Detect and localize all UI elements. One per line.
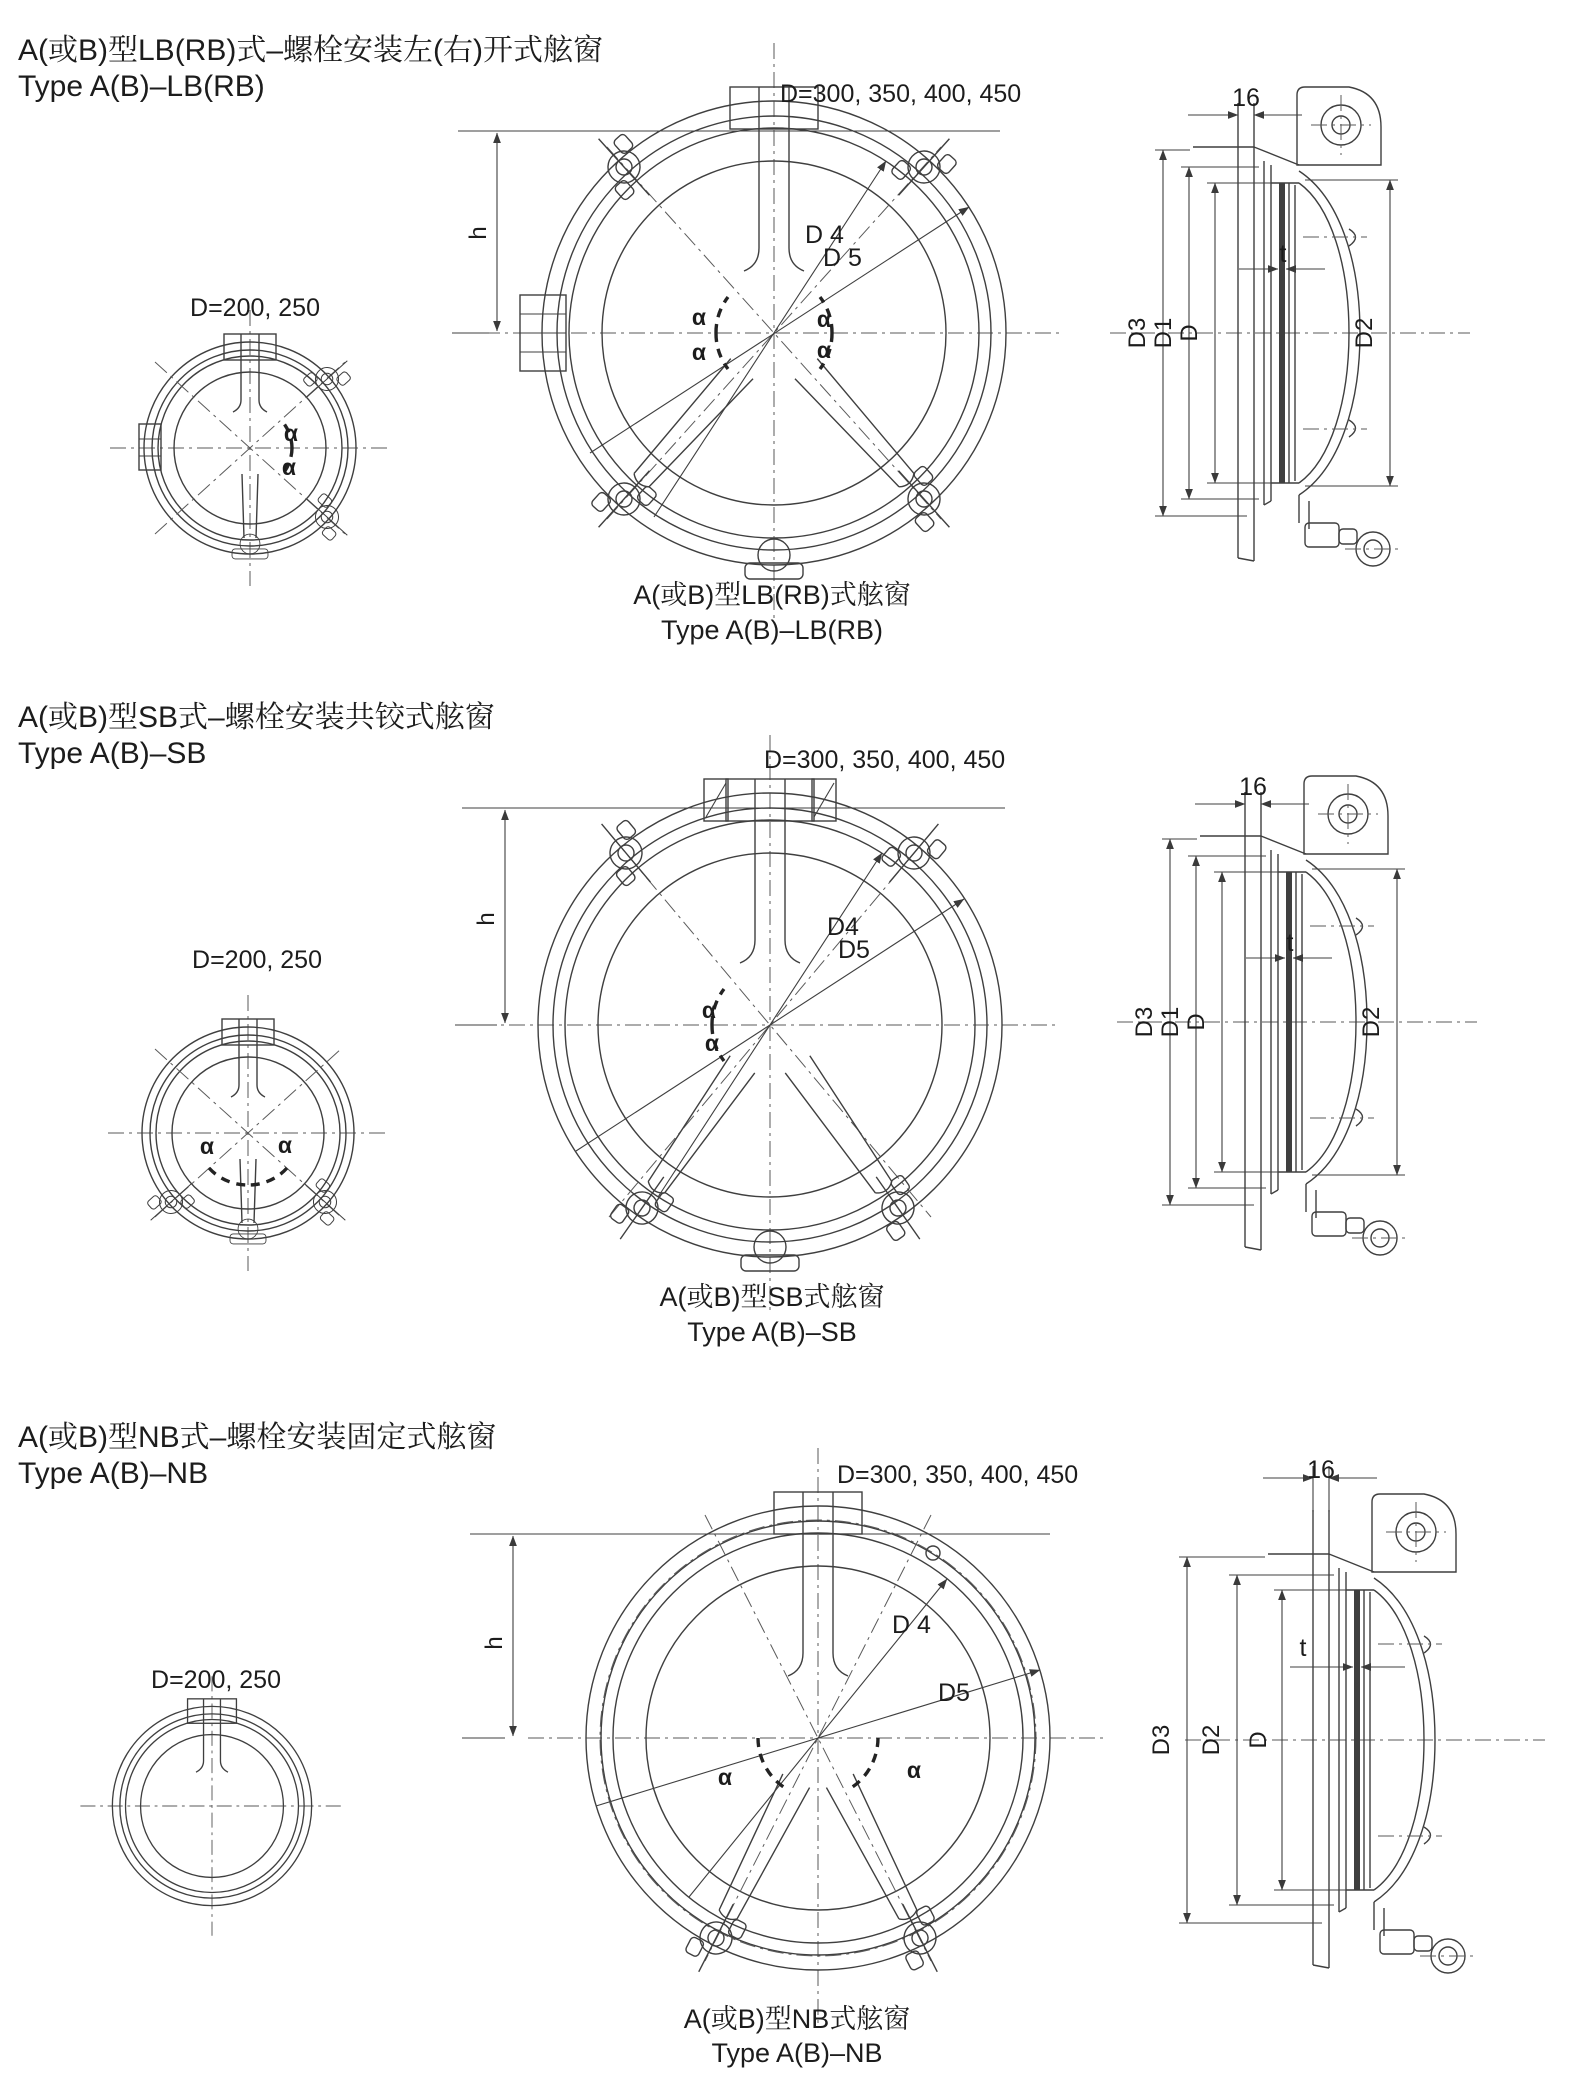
- figure-caption-zh: A(或B)型NB式舷窗: [683, 2004, 911, 2034]
- large-diameter-label: D=300, 350, 400, 450: [780, 80, 1022, 108]
- side-section-view: [1148, 1456, 1545, 1973]
- deadlight-arm: [795, 359, 920, 494]
- alpha-label: α: [717, 1764, 733, 1790]
- alpha-label: α: [691, 339, 707, 365]
- section-title-en: Type A(B)–NB: [18, 1457, 209, 1490]
- small-diameter-label: D=200, 250: [151, 1666, 281, 1694]
- alpha-label: α: [816, 337, 832, 363]
- thickness-dim-label: t: [1299, 1634, 1307, 1662]
- small-front-view: [80, 1666, 343, 1936]
- large-diameter-label: D=300, 350, 400, 450: [764, 746, 1006, 774]
- wing-bolt: [585, 810, 668, 897]
- wing-bolt: [582, 456, 666, 542]
- large-front-view: [455, 735, 1060, 1347]
- dim-label-d: D: [1183, 1013, 1210, 1031]
- dim-label-d: D: [1176, 324, 1203, 342]
- alpha-label: α: [906, 1757, 922, 1783]
- thickness-dim-label: t: [1279, 240, 1287, 268]
- thickness-dim-label: t: [1286, 929, 1294, 957]
- figure-caption-zh: A(或B)型SB式舷窗: [659, 1282, 885, 1312]
- figure-caption-en: Type A(B)–SB: [687, 1317, 857, 1347]
- small-diameter-label: D=200, 250: [190, 294, 320, 322]
- d5-dim-label: D 5: [823, 244, 862, 272]
- d4-leader-line: [654, 161, 886, 517]
- small-diameter-label: D=200, 250: [192, 946, 322, 974]
- section-nb: [18, 1421, 1545, 2068]
- small-front-view: [110, 294, 390, 586]
- dim-label-d3: D3: [1148, 1724, 1175, 1756]
- section-title-zh: A(或B)型LB(RB)式–螺栓安装左(右)开式舷窗: [18, 34, 604, 67]
- section-profile: [1185, 1494, 1545, 1973]
- section-lb-rb: [18, 34, 1470, 645]
- h-dim-label: h: [481, 1636, 508, 1650]
- wing-bolt: [679, 1894, 753, 1982]
- d4-dim-label: D4: [827, 913, 859, 941]
- deadlight-arm: [826, 1774, 923, 1925]
- d4-dim-label: D 4: [805, 221, 844, 249]
- dim-label-d2: D2: [1351, 317, 1378, 349]
- section-sb: [18, 701, 1477, 1347]
- dim-label-d2: D2: [1198, 1724, 1225, 1756]
- d5-dim-label: D5: [938, 1679, 970, 1707]
- alpha-label: α: [704, 1030, 720, 1056]
- d4-dim-label: D 4: [892, 1611, 931, 1639]
- d5-dim-label: D5: [838, 936, 870, 964]
- dim-label-d3: D3: [1124, 317, 1151, 349]
- h-dimension: [455, 808, 1005, 1025]
- alpha-label: α: [701, 997, 717, 1023]
- dim-label-d: D: [1245, 1731, 1272, 1749]
- large-front-view: [452, 43, 1064, 645]
- deadlight-arm: [642, 1056, 755, 1199]
- h-dim-label: h: [465, 226, 492, 240]
- alpha-label: α: [199, 1133, 215, 1159]
- side-section-view: [1110, 84, 1470, 566]
- dim-label-d3: D3: [1131, 1006, 1158, 1038]
- wing-bolt: [882, 124, 966, 210]
- h-dimension: [462, 1534, 1050, 1738]
- section-title-zh: A(或B)型NB式–螺栓安装固定式舷窗: [18, 1421, 497, 1454]
- alpha-label: α: [277, 1132, 293, 1158]
- alpha-label: α: [691, 304, 707, 330]
- width-dim-label: 16: [1239, 773, 1267, 801]
- figure-caption-en: Type A(B)–NB: [711, 2038, 883, 2068]
- large-front-view: [462, 1448, 1108, 2068]
- d5-leader-line: [590, 207, 969, 453]
- bolt-hole-mark: [926, 1546, 940, 1560]
- dim-label-d1: D1: [1150, 317, 1177, 349]
- wing-bolt: [883, 1894, 957, 1982]
- section-title-en: Type A(B)–LB(RB): [18, 70, 265, 103]
- wing-bolt: [873, 810, 956, 897]
- large-diameter-label: D=300, 350, 400, 450: [837, 1461, 1079, 1489]
- h-dim-label: h: [473, 912, 500, 926]
- deadlight-arm: [785, 1056, 898, 1199]
- porthole-rings: [80, 1676, 343, 1935]
- section-title-zh: A(或B)型SB式–螺栓安装共铰式舷窗: [18, 701, 495, 734]
- alpha-label: α: [283, 420, 299, 446]
- width-dim-label: 16: [1307, 1456, 1335, 1484]
- dim-label-d1: D1: [1157, 1006, 1184, 1038]
- alpha-label: α: [281, 454, 297, 480]
- section-title-en: Type A(B)–SB: [18, 737, 207, 770]
- dim-label-d2: D2: [1358, 1006, 1385, 1038]
- alpha-label: α: [816, 306, 832, 332]
- figure-caption-zh: A(或B)型LB(RB)式舷窗: [633, 580, 911, 610]
- width-dim-label: 16: [1232, 84, 1260, 112]
- figure-caption-en: Type A(B)–LB(RB): [660, 615, 884, 645]
- small-front-view: [108, 946, 388, 1271]
- side-section-view: [1117, 773, 1477, 1255]
